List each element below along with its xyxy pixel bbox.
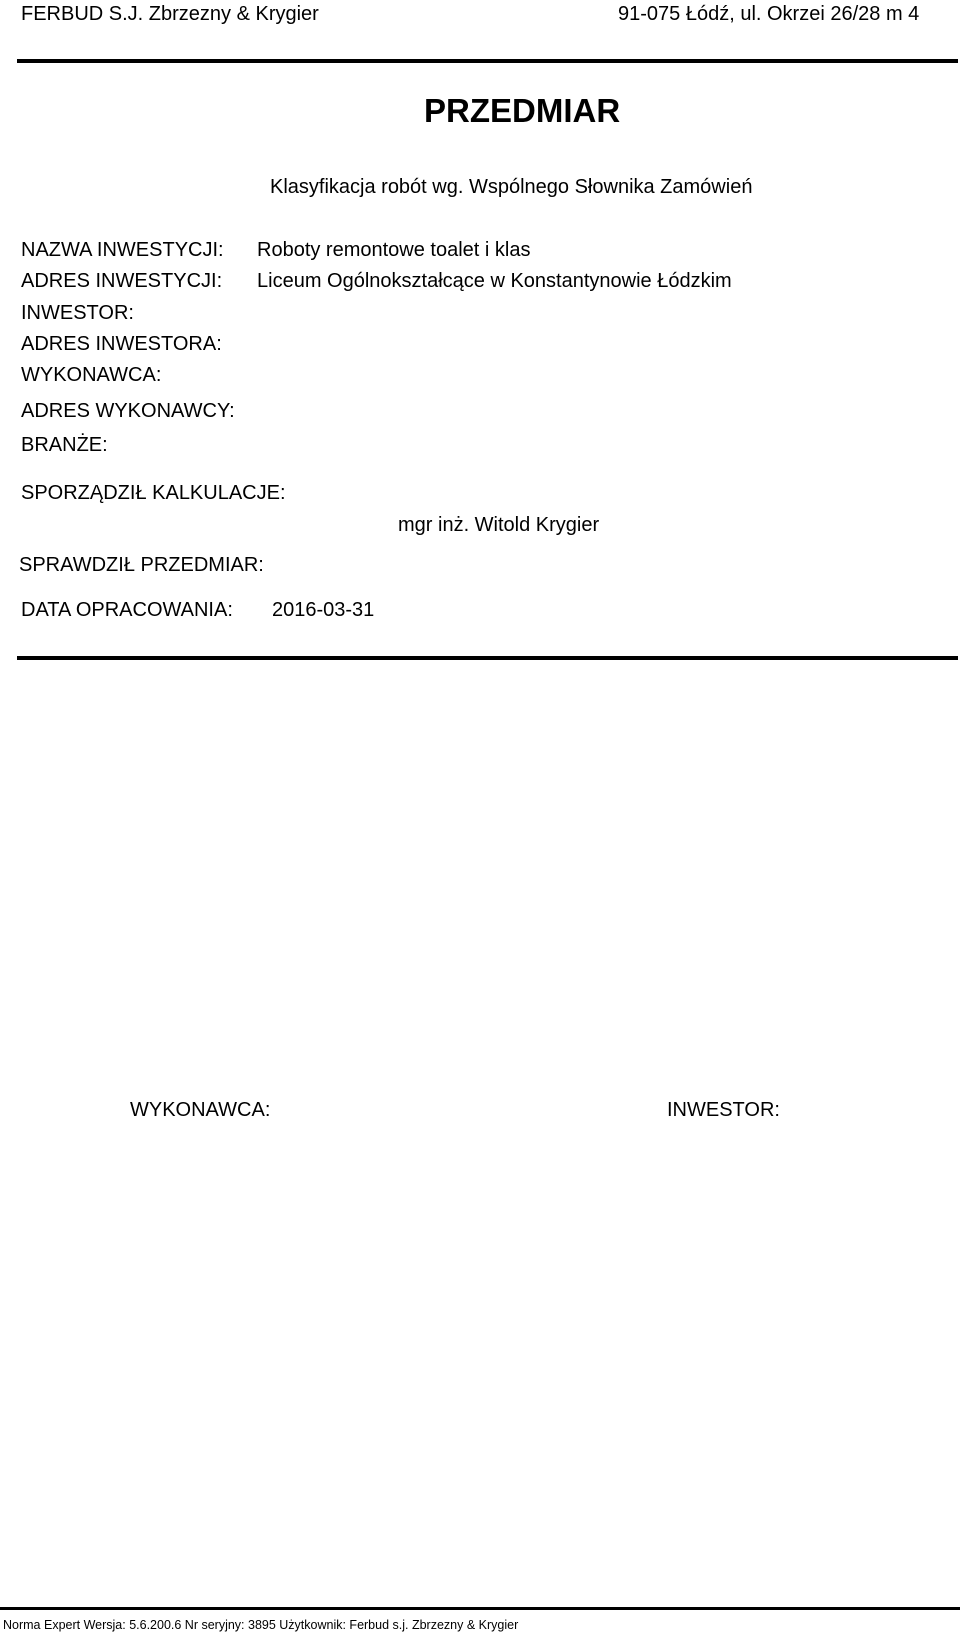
branches-label: BRANŻE: xyxy=(21,434,108,456)
section-divider xyxy=(17,656,958,660)
investor-signature-label: INWESTOR: xyxy=(667,1099,780,1121)
investment-name-value: Roboty remontowe toalet i klas xyxy=(257,239,531,261)
calculation-author-value: mgr inż. Witold Krygier xyxy=(398,514,600,536)
date-value: 2016-03-31 xyxy=(272,599,375,621)
contractor-signature-label: WYKONAWCA: xyxy=(130,1099,271,1121)
document-subtitle: Klasyfikacja robót wg. Wspólnego Słownika Zamówień xyxy=(270,176,753,198)
document-title: PRZEDMIAR xyxy=(424,92,621,129)
investment-address-value: Liceum Ogólnokształcące w Konstantynowie Łódzkim xyxy=(257,270,732,292)
company-address: 91-075 Łódź, ul. Okrzei 26/28 m 4 xyxy=(618,3,920,25)
calculation-author-label: SPORZĄDZIŁ KALKULACJE: xyxy=(21,482,286,504)
company-name: FERBUD S.J. Zbrzezny & Krygier xyxy=(21,3,319,25)
investor-label: INWESTOR: xyxy=(21,302,134,324)
contractor-address-label: ADRES WYKONAWCY: xyxy=(21,400,235,422)
footer-divider xyxy=(0,1607,960,1610)
header-divider xyxy=(17,59,958,63)
contractor-label: WYKONAWCA: xyxy=(21,364,162,386)
investor-address-label: ADRES INWESTORA: xyxy=(21,333,222,355)
investment-address-label: ADRES INWESTYCJI: xyxy=(21,270,223,292)
investment-name-label: NAZWA INWESTYCJI: xyxy=(21,239,224,261)
checked-by-label: SPRAWDZIŁ PRZEDMIAR: xyxy=(19,554,264,576)
footer-software-info: Norma Expert Wersja: 5.6.200.6 Nr seryjny: 3895 Użytkownik: Ferbud s.j. Zbrzezny & Krygier xyxy=(3,1618,519,1632)
date-label: DATA OPRACOWANIA: xyxy=(21,599,233,621)
